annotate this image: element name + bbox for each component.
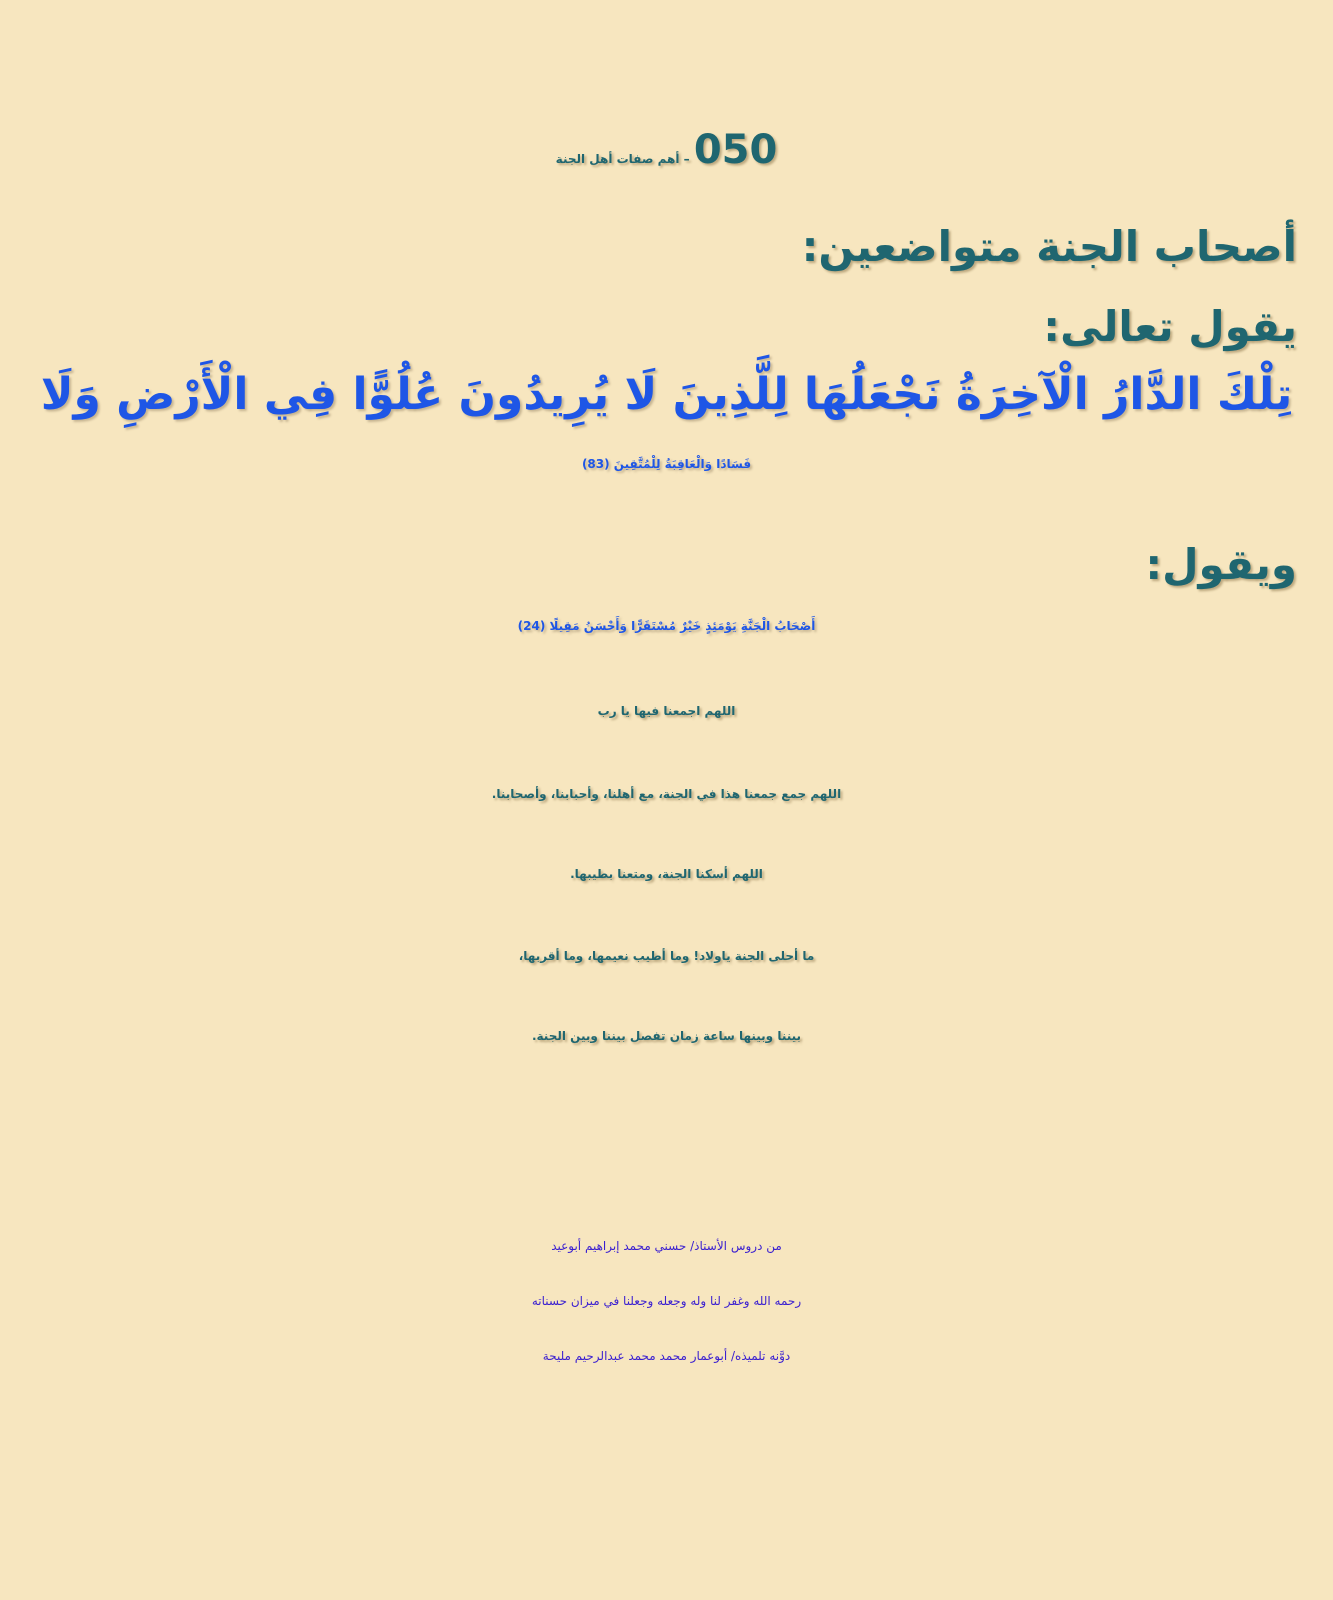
credit-line-2: رحمه الله وغفر لنا وله وجعله وجعلنا في ميزان حسناته bbox=[531, 1294, 802, 1308]
credit-line-3: دوَّنه تلميذه/ أبوعمار محمد محمد عبدالرحيم مليحة bbox=[542, 1349, 791, 1363]
prayer-line-5: بيننا وبينها ساعة زمان تفصل بيننا وبين الجنة. bbox=[531, 1029, 802, 1043]
prayer-line-3: اللهم أسكنا الجنة، ومتعنا بطيبها. bbox=[570, 867, 763, 881]
verse-1-line-2: فَسَادًا وَالْعَاقِبَةُ لِلْمُتَّقِينَ (83) bbox=[581, 457, 752, 471]
verse-2: أَصْحَابُ الْجَنَّةِ يَوْمَئِذٍ خَيْرٌ مُسْتَقَرًّا وَأَحْسَنُ مَقِيلًا (24) bbox=[517, 619, 816, 633]
title-text: أهم صفات أهل الجنة bbox=[555, 152, 680, 166]
section-heading-and-says: ويقول: bbox=[1145, 540, 1297, 589]
credit-line-1: من دروس الأستاذ/ حسني محمد إبراهيم أبوعيد bbox=[551, 1239, 782, 1253]
title-number: 050 bbox=[693, 127, 778, 173]
prayer-line-2: اللهم جمع جمعنا هذا في الجنة، مع أهلنا، وأحبابنا، وأصحابنا. bbox=[491, 787, 842, 801]
verse-1-line-1: تِلْكَ الدَّارُ الْآخِرَةُ نَجْعَلُهَا لِلَّذِينَ لَا يُرِيدُونَ عُلُوًّا فِي الْأَرْضِ وَلَا bbox=[40, 369, 1293, 420]
title-dash: – bbox=[683, 152, 690, 166]
prayer-line-4: ما أحلى الجنة ياولاد! وما أطيب نعيمها، وما أقربها، bbox=[518, 949, 815, 963]
prayer-line-1: اللهم اجمعنا فيها يا رب bbox=[597, 704, 736, 718]
section-heading-says-almighty: يقول تعالى: bbox=[1043, 302, 1297, 351]
section-heading-humble: أصحاب الجنة متواضعين: bbox=[801, 222, 1297, 271]
page-title bbox=[0, 127, 1333, 173]
